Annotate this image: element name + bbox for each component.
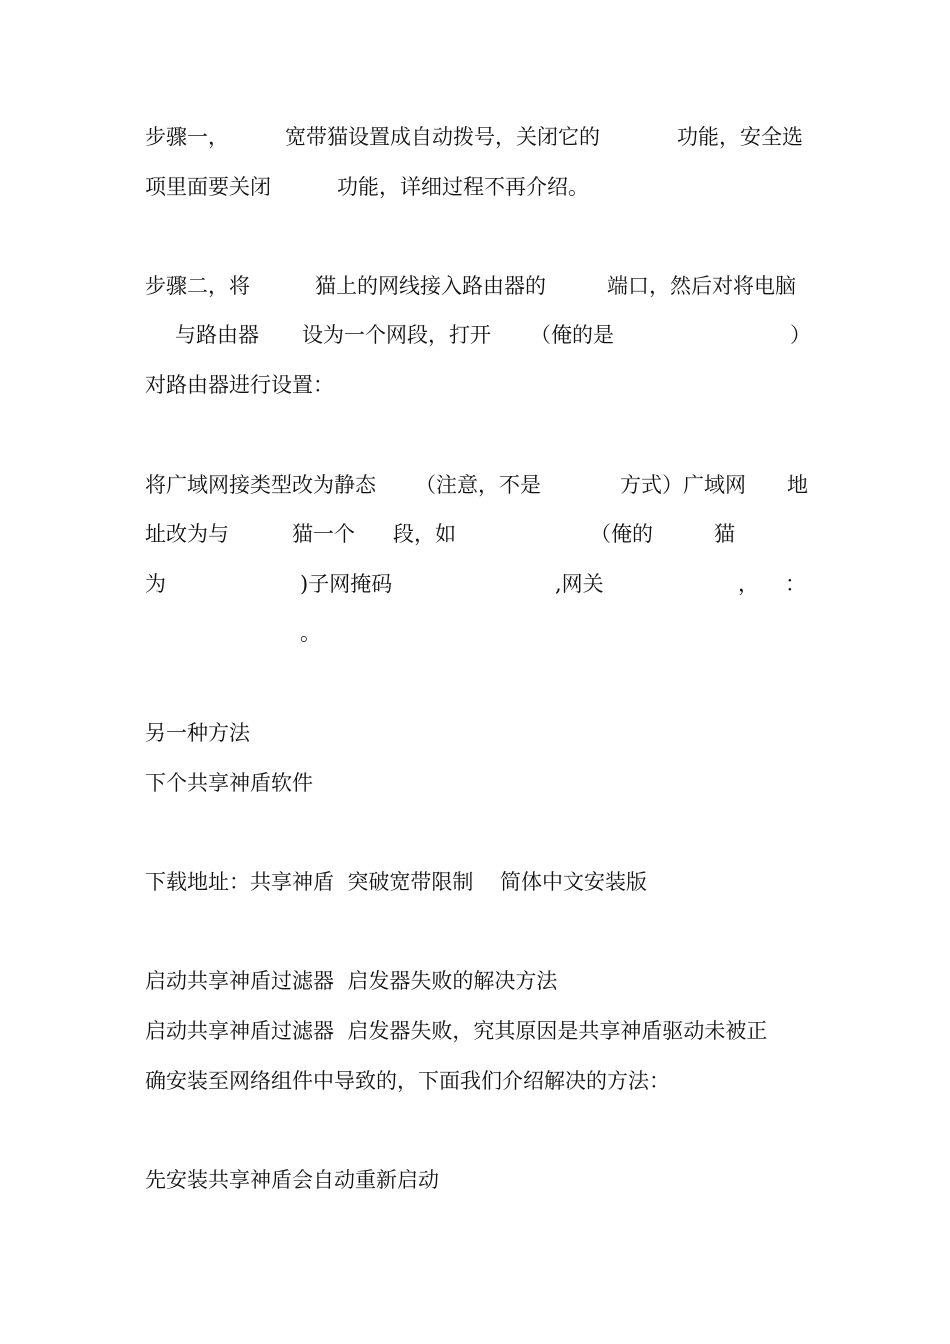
wan-text-e: 址改为与 [145, 522, 229, 546]
wan-text-a: 将广域网接类型改为静态 [145, 473, 376, 497]
filter-text-1: 启动共享神盾过滤器 启发器失败，究其原因是共享神盾驱动未被正 [145, 1019, 768, 1043]
step2-text-a: 猫上的网线接入路由器的 [315, 274, 546, 298]
wan-text-d: 地 [787, 473, 808, 497]
wan-text-f: 猫一个 [292, 522, 355, 546]
alt-text: 下个共享神盾软件 [145, 771, 313, 795]
wan-text-c: 方式）广域网 [620, 473, 746, 497]
download-line: 下载地址：共享神盾 突破宽带限制 简体中文安装版 [145, 870, 648, 894]
step1-label: 步骤一， [145, 125, 229, 149]
step2-text-b: 端口，然后对将电脑 [607, 274, 796, 298]
wan-text-j: 为 [145, 572, 166, 596]
wan-text-g: 段，如 [393, 522, 456, 546]
wan-text-o: 。 [300, 621, 321, 645]
alt-title: 另一种方法 [145, 721, 250, 745]
wan-text-h: （俺的 [590, 522, 653, 546]
install-line: 先安装共享神盾会自动重新启动 [145, 1168, 439, 1192]
filter-text-2: 确安装至网络组件中导致的，下面我们介绍解决的方法： [145, 1069, 670, 1093]
wan-text-b: （注意，不是 [415, 473, 541, 497]
step2-text-g: 对路由器进行设置： [145, 373, 334, 397]
step2-text-d: 设为一个网段，打开 [302, 323, 491, 347]
step1-text-d: 功能，详细过程不再介绍。 [337, 175, 589, 199]
step2-text-f: ） [790, 323, 811, 347]
step2-label: 步骤二，将 [145, 274, 250, 298]
step1-text-c: 项里面要关闭 [145, 175, 271, 199]
wan-text-i: 猫 [714, 522, 735, 546]
step2-text-c: 与路由器 [175, 323, 259, 347]
wan-text-n: ： [785, 572, 806, 596]
step1-text-b: 功能，安全选 [677, 125, 803, 149]
wan-text-m: ， [738, 572, 759, 596]
filter-title: 启动共享神盾过滤器 启发器失败的解决方法 [145, 969, 558, 993]
step2-text-e: （俺的是 [530, 323, 614, 347]
wan-text-l: ,网关 [555, 572, 604, 596]
wan-text-k: )子网掩码 [300, 572, 393, 596]
step1-text-a: 宽带猫设置成自动拨号，关闭它的 [285, 125, 600, 149]
